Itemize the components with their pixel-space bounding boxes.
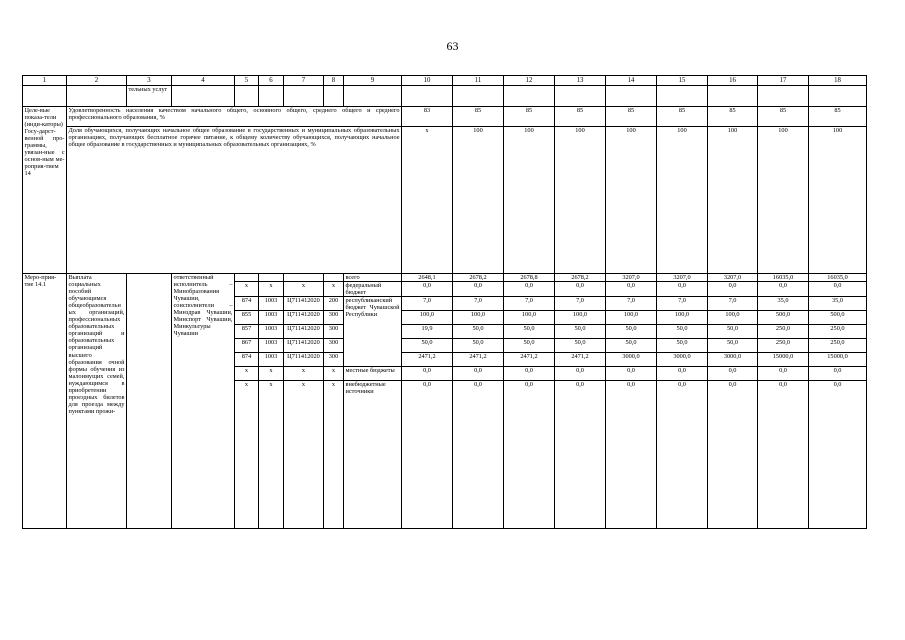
funding-value: 100,0 xyxy=(504,311,555,325)
funding-value: 7,0 xyxy=(453,297,504,311)
budget-code-vr xyxy=(324,274,344,282)
budget-code-grbs: 874 xyxy=(235,353,259,367)
column-number: 4 xyxy=(172,76,235,86)
funding-value: 0,0 xyxy=(758,282,809,297)
funding-value: 0,0 xyxy=(555,282,606,297)
indicator-value: 85 xyxy=(555,107,606,127)
budget-code-grbs: 855 xyxy=(235,311,259,325)
measure-executor: ответственный исполнитель – Минобразования Чувашии, соисполнители – Минздрав Чувашии, Минспорт Чувашии, Минкультуры Чувашии xyxy=(172,274,235,529)
funding-value: 0,0 xyxy=(504,381,555,529)
budget-code-csr: Ц711412020 xyxy=(284,311,324,325)
indicator-value: 85 xyxy=(758,107,809,127)
funding-value: 7,0 xyxy=(555,297,606,311)
funding-value: 0,0 xyxy=(504,367,555,381)
column-number: 7 xyxy=(284,76,324,86)
funding-value: 7,0 xyxy=(657,297,708,311)
funding-value: 50,0 xyxy=(657,339,708,353)
budget-code-csr: Ц711412020 xyxy=(284,297,324,311)
funding-value: 3000,0 xyxy=(657,353,708,367)
column-number: 15 xyxy=(657,76,708,86)
column-number: 13 xyxy=(555,76,606,86)
indicator-value: 85 xyxy=(708,107,758,127)
funding-value: 35,0 xyxy=(758,297,809,311)
funding-value: 0,0 xyxy=(809,282,867,297)
funding-value: 250,0 xyxy=(758,325,809,339)
budget-code-rzpr: 1003 xyxy=(259,353,284,367)
indicator-value: 100 xyxy=(708,127,758,274)
program-table-container xyxy=(22,75,866,529)
budget-code-rzpr: 1003 xyxy=(259,325,284,339)
target-indicator-row xyxy=(23,107,867,127)
budget-code-vr: x xyxy=(324,367,344,381)
indicator-value: 100 xyxy=(657,127,708,274)
funding-value: 0,0 xyxy=(453,381,504,529)
budget-code-rzpr: x xyxy=(259,282,284,297)
funding-value: 0,0 xyxy=(809,381,867,529)
funding-value: 16035,0 xyxy=(758,274,809,282)
funding-value: 2678,2 xyxy=(555,274,606,282)
funding-value: 0,0 xyxy=(606,381,657,529)
funding-value: 0,0 xyxy=(657,367,708,381)
indicator-value: 85 xyxy=(606,107,657,127)
column-number: 18 xyxy=(809,76,867,86)
funding-value: 0,0 xyxy=(708,381,758,529)
budget-code-rzpr: x xyxy=(259,367,284,381)
column-number-row xyxy=(23,76,867,86)
indicator-value: 85 xyxy=(453,107,504,127)
funding-value: 0,0 xyxy=(402,282,453,297)
funding-value: 7,0 xyxy=(504,297,555,311)
funding-value: 50,0 xyxy=(708,325,758,339)
funding-value: 50,0 xyxy=(555,339,606,353)
funding-source: всего xyxy=(344,274,402,282)
funding-value: 0,0 xyxy=(657,282,708,297)
funding-value: 100,0 xyxy=(657,311,708,325)
indicator-value: 85 xyxy=(504,107,555,127)
funding-value: 0,0 xyxy=(606,367,657,381)
budget-code-rzpr: 1003 xyxy=(259,339,284,353)
funding-value: 50,0 xyxy=(606,339,657,353)
funding-value: 3207,0 xyxy=(657,274,708,282)
funding-value: 250,0 xyxy=(758,339,809,353)
indicator-value: 83 xyxy=(402,107,453,127)
funding-value: 0,0 xyxy=(809,367,867,381)
funding-value: 3000,0 xyxy=(606,353,657,367)
funding-value: 0,0 xyxy=(606,282,657,297)
funding-value: 50,0 xyxy=(453,339,504,353)
funding-value: 50,0 xyxy=(453,325,504,339)
budget-code-vr: 300 xyxy=(324,339,344,353)
budget-code-vr: 300 xyxy=(324,311,344,325)
funding-source: республиканский бюджет Чувашской Республики xyxy=(344,297,402,367)
column-number: 3 xyxy=(127,76,172,86)
funding-value: 0,0 xyxy=(758,381,809,529)
funding-value: 0,0 xyxy=(453,367,504,381)
indicator-value: 85 xyxy=(657,107,708,127)
indicator-value: 100 xyxy=(504,127,555,274)
funding-value: 100,0 xyxy=(555,311,606,325)
column-number: 1 xyxy=(23,76,67,86)
column-number: 17 xyxy=(758,76,809,86)
budget-code-grbs: x xyxy=(235,282,259,297)
funding-value: 15000,0 xyxy=(758,353,809,367)
funding-value: 3207,0 xyxy=(708,274,758,282)
budget-code-grbs: x xyxy=(235,381,259,529)
funding-value: 7,0 xyxy=(708,297,758,311)
indicator-value: 85 xyxy=(809,107,867,127)
indicator-value: x xyxy=(402,127,453,274)
funding-value: 2678,8 xyxy=(504,274,555,282)
indicator-text: Удовлетворенность населения качеством начального общего, основного общего, среднего общего и среднего профессионального образования, % xyxy=(67,107,402,127)
budget-code-csr: x xyxy=(284,381,324,529)
column-number: 2 xyxy=(67,76,127,86)
funding-value: 2648,1 xyxy=(402,274,453,282)
budget-code-rzpr xyxy=(259,274,284,282)
funding-source: федеральный бюджет xyxy=(344,282,402,297)
budget-code-vr: x xyxy=(324,381,344,529)
funding-value: 19,9 xyxy=(402,325,453,339)
funding-value: 50,0 xyxy=(708,339,758,353)
funding-value: 0,0 xyxy=(402,367,453,381)
funding-value: 15000,0 xyxy=(809,353,867,367)
funding-value: 50,0 xyxy=(504,339,555,353)
funding-value: 100,0 xyxy=(606,311,657,325)
budget-code-vr: 200 xyxy=(324,297,344,311)
funding-value: 50,0 xyxy=(555,325,606,339)
funding-value: 0,0 xyxy=(504,282,555,297)
budget-code-vr: 300 xyxy=(324,325,344,339)
funding-value: 50,0 xyxy=(657,325,708,339)
indicator-value: 100 xyxy=(809,127,867,274)
funding-value: 100,0 xyxy=(402,311,453,325)
budget-code-grbs: 874 xyxy=(235,297,259,311)
column-number: 12 xyxy=(504,76,555,86)
budget-code-grbs: 857 xyxy=(235,325,259,339)
funding-value: 0,0 xyxy=(555,381,606,529)
budget-code-rzpr: x xyxy=(259,381,284,529)
budget-code-grbs: x xyxy=(235,367,259,381)
funding-value: 0,0 xyxy=(708,282,758,297)
budget-code-csr xyxy=(284,274,324,282)
funding-value: 0,0 xyxy=(657,381,708,529)
budget-code-csr: x xyxy=(284,367,324,381)
funding-row xyxy=(23,274,867,282)
empty-cell xyxy=(127,274,172,529)
budget-code-csr: Ц711412020 xyxy=(284,325,324,339)
budget-code-csr: x xyxy=(284,282,324,297)
funding-value: 50,0 xyxy=(606,325,657,339)
budget-code-csr: Ц711412020 xyxy=(284,339,324,353)
program-table xyxy=(22,75,867,529)
targets-label: Целе-вые показа-тели (инди-каторы) Госу-дарст-венной про-граммы, увязан-ные с основ-ным ме-роприя-тием 14 xyxy=(23,107,67,274)
carry-over-row xyxy=(23,86,867,107)
indicator-value: 100 xyxy=(606,127,657,274)
funding-value: 0,0 xyxy=(708,367,758,381)
funding-value: 2471,2 xyxy=(504,353,555,367)
budget-code-vr: 300 xyxy=(324,353,344,367)
funding-value: 0,0 xyxy=(402,381,453,529)
measure-name: Выплата социальных пособий обучающимся общеобразовательных организаций, профессиональных образовательных организаций и образовательных организаций высшего образования очной формы обучения из малоимущих семей, нуждающимся в приобретении проездных билетов для проезда между пунктами прожи- xyxy=(67,274,127,529)
funding-value: 0,0 xyxy=(555,367,606,381)
column-number: 11 xyxy=(453,76,504,86)
funding-value: 3000,0 xyxy=(708,353,758,367)
column-number: 6 xyxy=(259,76,284,86)
funding-value: 250,0 xyxy=(809,339,867,353)
page-number: 63 xyxy=(446,39,459,53)
indicator-value: 100 xyxy=(453,127,504,274)
funding-value: 7,0 xyxy=(606,297,657,311)
funding-value: 2471,2 xyxy=(453,353,504,367)
funding-value: 250,0 xyxy=(809,325,867,339)
carry-over-text: тельных услуг xyxy=(127,86,172,107)
budget-code-grbs: 867 xyxy=(235,339,259,353)
budget-code-rzpr: 1003 xyxy=(259,297,284,311)
funding-value: 50,0 xyxy=(402,339,453,353)
funding-value: 16035,0 xyxy=(809,274,867,282)
funding-value: 2471,2 xyxy=(402,353,453,367)
funding-value: 100,0 xyxy=(708,311,758,325)
funding-value: 500,0 xyxy=(758,311,809,325)
funding-source: местные бюджеты xyxy=(344,367,402,381)
funding-value: 35,0 xyxy=(809,297,867,311)
indicator-text: Доля обучающихся, получающих начальное общее образование в государственных и муниципальных образовательных организациях, получающих бесплатное горячее питание, к общему количеству обучающихся, получающих начальное общее образование в государственных и муниципальных образовательных организациях, % xyxy=(67,127,402,274)
column-number: 16 xyxy=(708,76,758,86)
budget-code-vr: x xyxy=(324,282,344,297)
column-number: 10 xyxy=(402,76,453,86)
funding-value: 0,0 xyxy=(758,367,809,381)
funding-value: 7,0 xyxy=(402,297,453,311)
funding-value: 50,0 xyxy=(504,325,555,339)
funding-value: 100,0 xyxy=(453,311,504,325)
measure-label: Меро-прия-тие 14.1 xyxy=(23,274,67,529)
budget-code-rzpr: 1003 xyxy=(259,311,284,325)
funding-source: внебюджетные источники xyxy=(344,381,402,529)
column-number: 14 xyxy=(606,76,657,86)
indicator-value: 100 xyxy=(555,127,606,274)
column-number: 5 xyxy=(235,76,259,86)
column-number: 8 xyxy=(324,76,344,86)
indicator-value: 100 xyxy=(758,127,809,274)
budget-code-csr: Ц711412020 xyxy=(284,353,324,367)
funding-value: 500,0 xyxy=(809,311,867,325)
column-number: 9 xyxy=(344,76,402,86)
funding-value: 2678,2 xyxy=(453,274,504,282)
budget-code-grbs xyxy=(235,274,259,282)
funding-value: 0,0 xyxy=(453,282,504,297)
target-indicator-row xyxy=(23,127,867,274)
funding-value: 2471,2 xyxy=(555,353,606,367)
funding-value: 3207,0 xyxy=(606,274,657,282)
